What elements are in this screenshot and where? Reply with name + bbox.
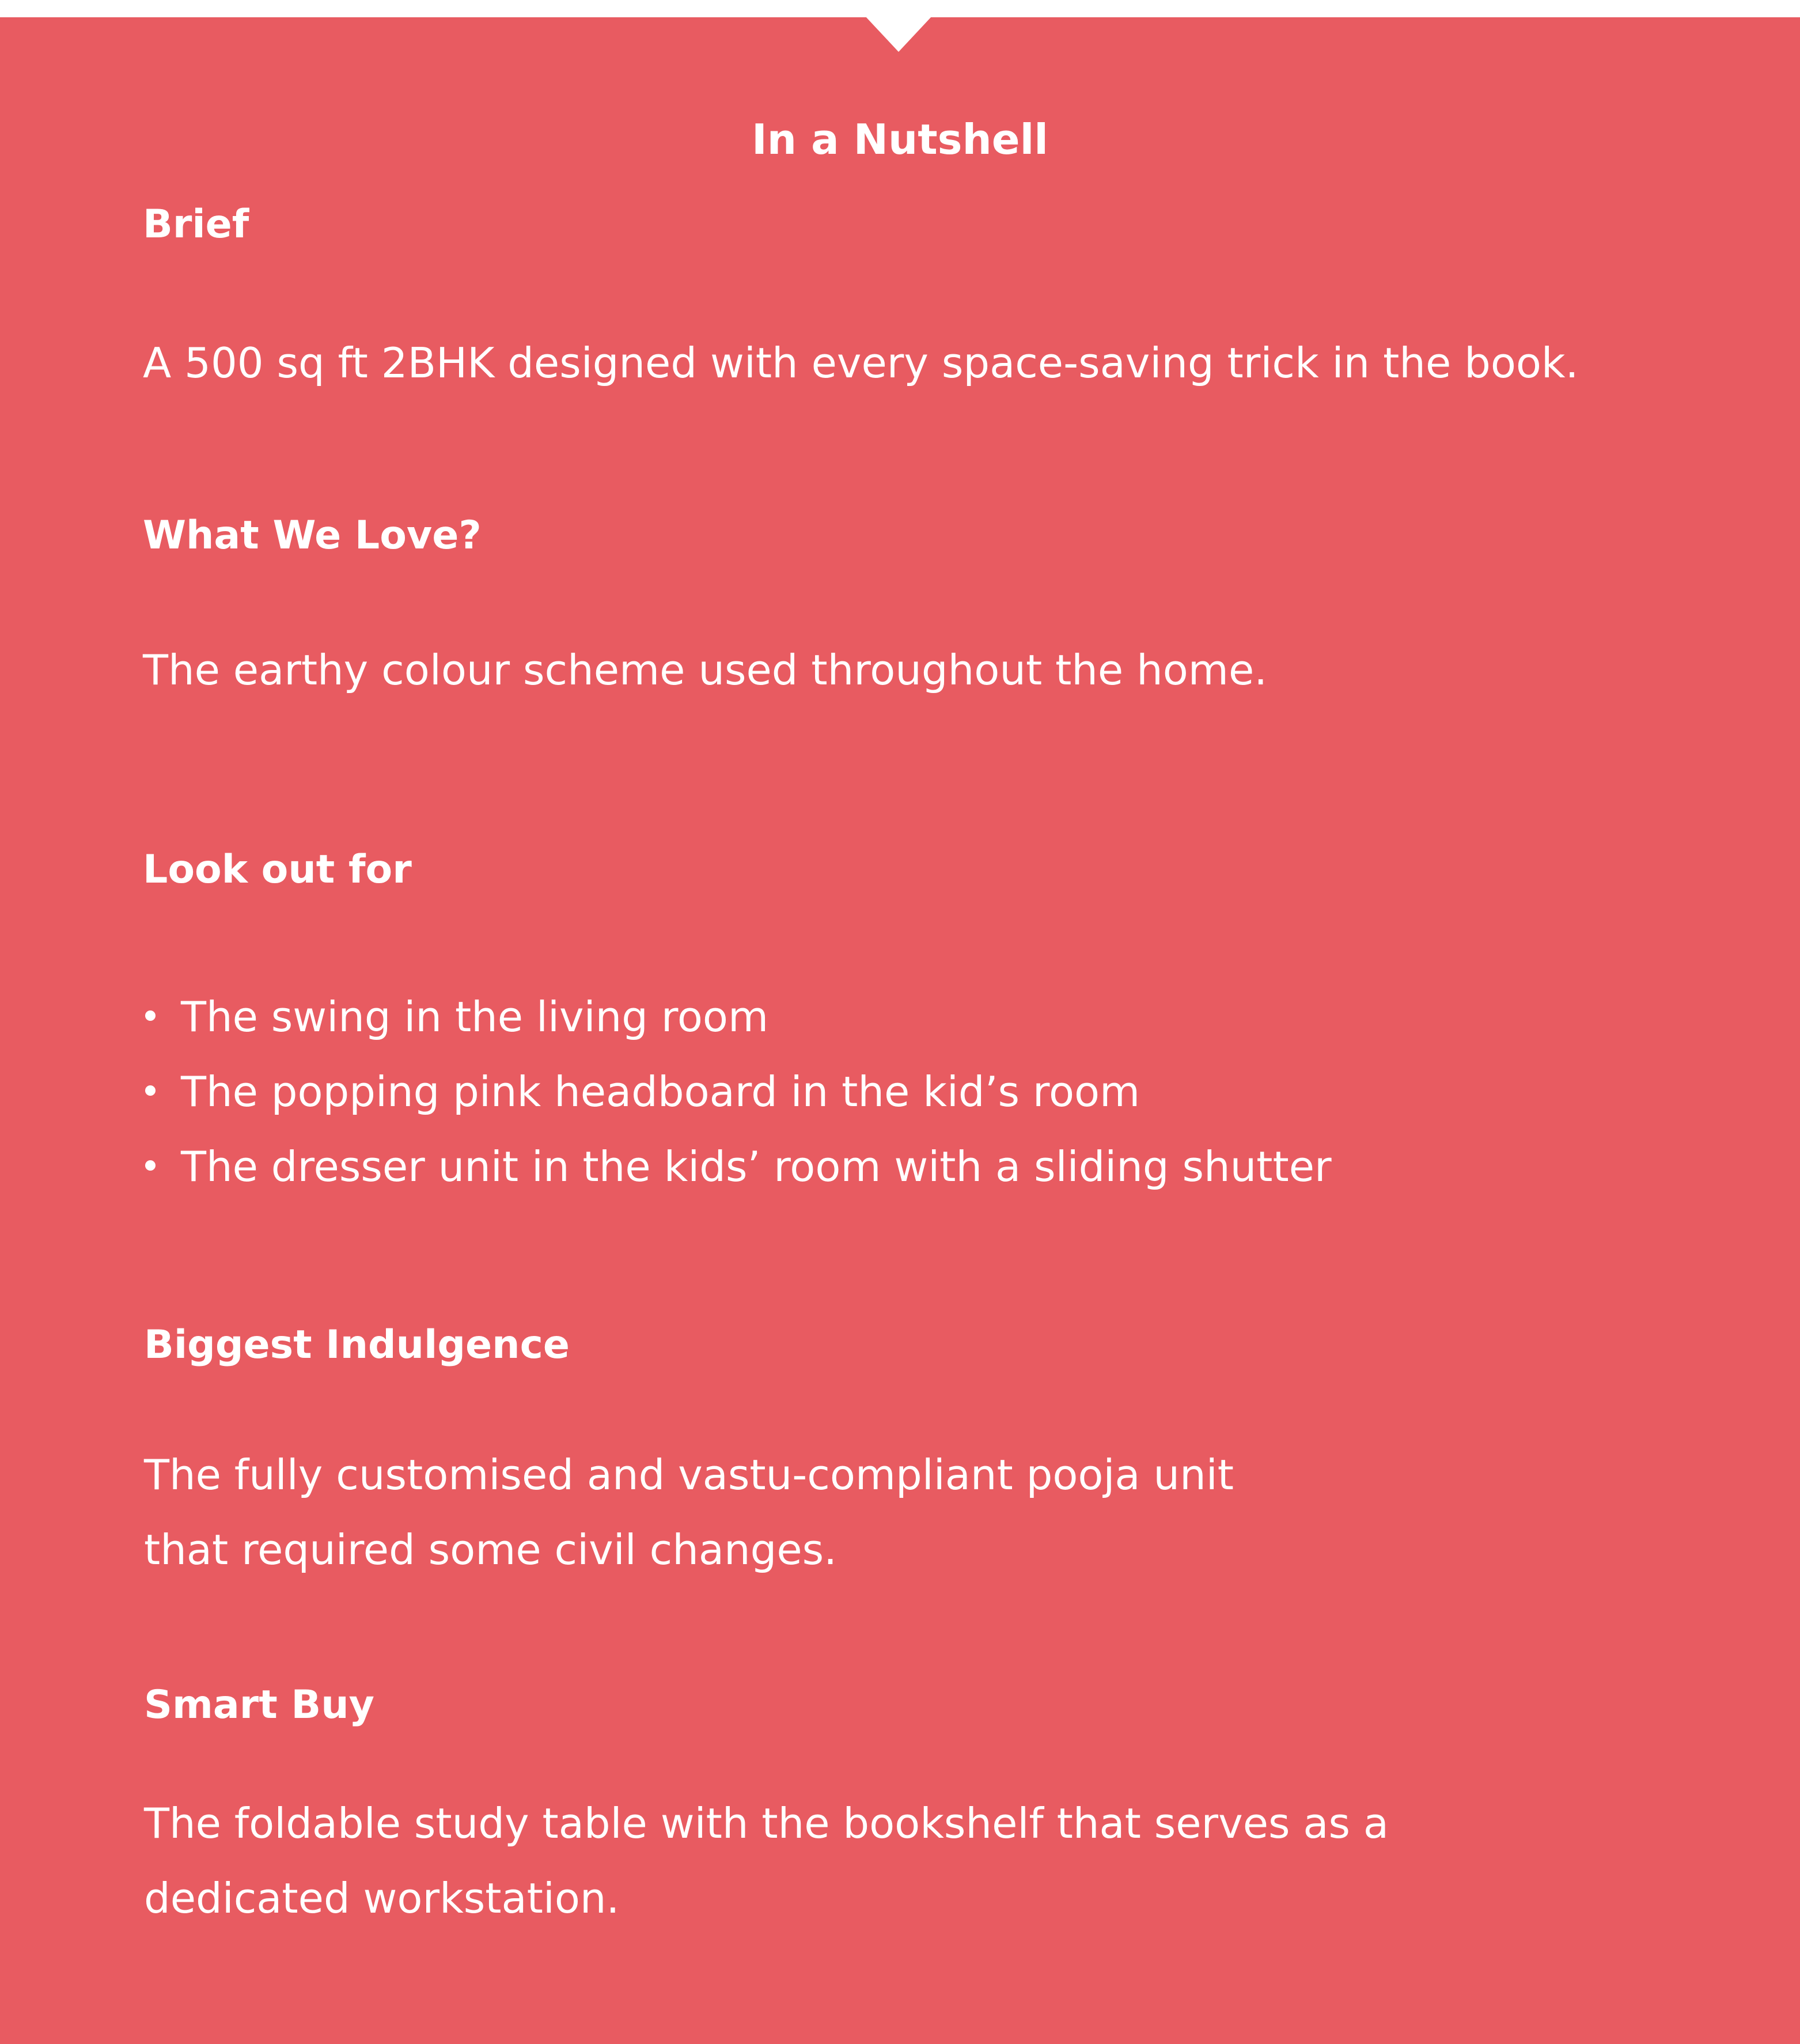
list-item-text: The swing in the living room: [181, 993, 769, 1041]
panel-title: In a Nutshell: [751, 115, 1048, 164]
look-out-for-heading: Look out for: [143, 847, 412, 892]
bullet-icon: [145, 1010, 156, 1021]
what-we-love-text: The earthy colour scheme used throughout the home.: [143, 646, 1268, 694]
biggest-indulgence-line: The fully customised and vastu-compliant pooja unit: [144, 1451, 1234, 1499]
biggest-indulgence-heading: Biggest Indulgence: [144, 1322, 570, 1368]
brief-heading: Brief: [143, 202, 249, 247]
smart-buy-text: [144, 1786, 1389, 1936]
biggest-indulgence-text: [144, 1437, 1234, 1587]
smart-buy-heading: Smart Buy: [144, 1682, 374, 1728]
section-look-out-for: [143, 841, 1332, 1204]
biggest-indulgence-line: that required some civil changes.: [144, 1526, 838, 1574]
section-biggest-indulgence: [144, 1316, 1234, 1587]
smart-buy-line: The foldable study table with the bookshelf that serves as a: [144, 1799, 1389, 1848]
bullet-icon: [145, 1085, 156, 1096]
bullet-icon: [145, 1160, 156, 1171]
list-item: [143, 979, 1332, 1054]
list-item: [143, 1129, 1332, 1204]
brief-text: A 500 sq ft 2BHK designed with every space-saving trick in the book.: [143, 339, 1579, 387]
look-out-for-list: [143, 979, 1332, 1204]
list-item-text: The dresser unit in the kids’ room with a sliding shutter: [181, 1142, 1332, 1191]
what-we-love-heading: What We Love?: [143, 513, 482, 558]
section-smart-buy: [144, 1676, 1389, 1936]
smart-buy-line: dedicated workstation.: [144, 1874, 620, 1922]
pointer-notch: [865, 16, 932, 52]
list-item: [143, 1054, 1332, 1129]
list-item-text: The popping pink headboard in the kid’s room: [181, 1068, 1140, 1116]
section-what-we-love: [143, 507, 1267, 707]
section-brief: [143, 196, 1579, 400]
